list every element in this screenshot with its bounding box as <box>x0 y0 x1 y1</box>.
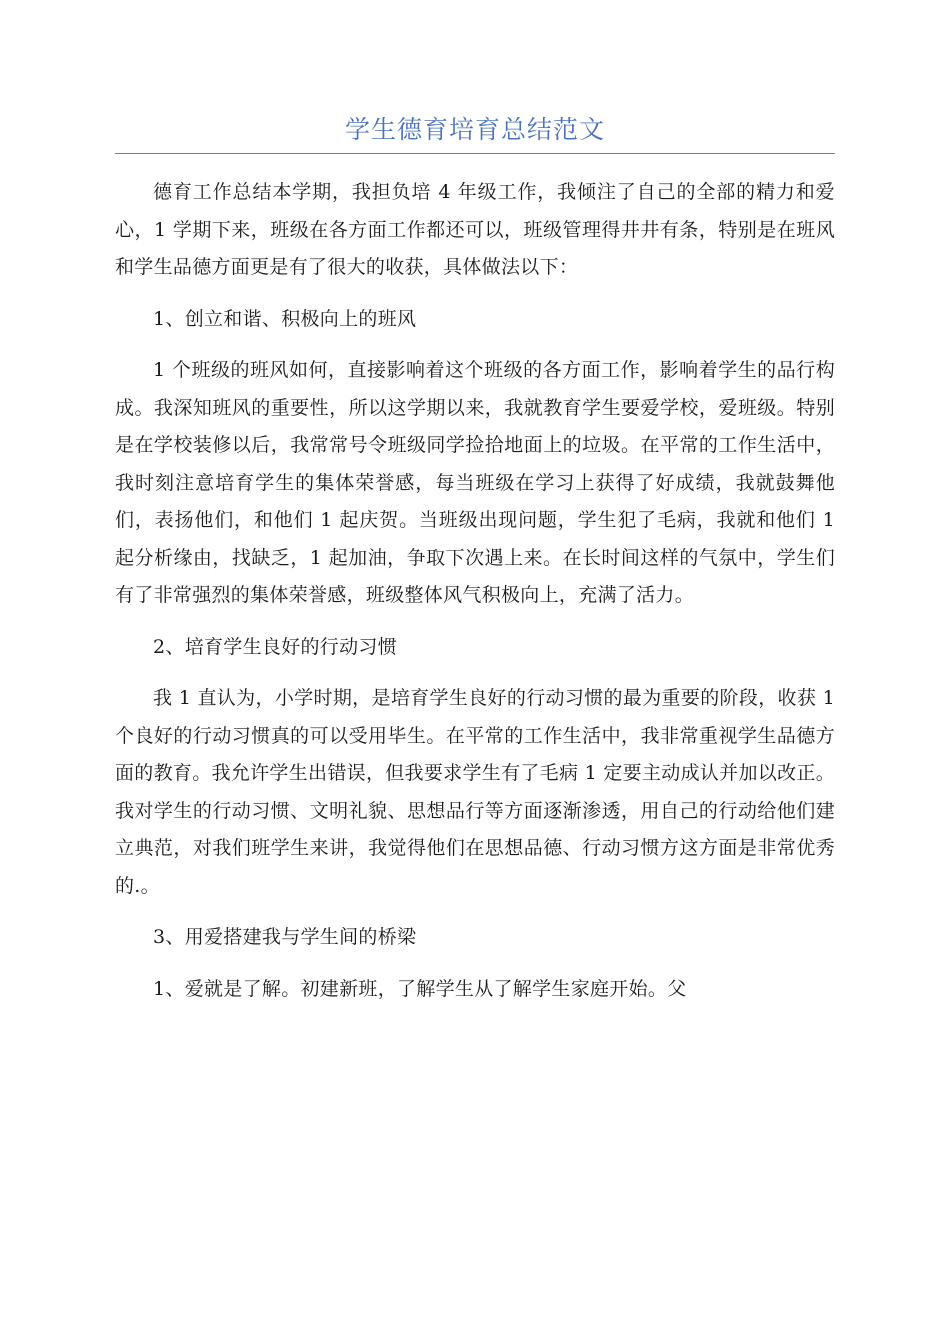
section-heading-2: 2、培育学生良好的行动习惯 <box>153 635 397 658</box>
section-1-paragraph: 1 个班级的班风如何，直接影响着这个班级的各方面工作，影响着学生的品行构成。我深知班风的重要性，所以这学期以来，我就教育学生要爱学校，爱班级。特别是在学校装修以后，我常常号令班级同学捡拾地面上的垃圾。在平常的工作生活中，我时刻注意培育学生的集体荣誉感，每当班级在学习上获得了好成绩，我就鼓舞他们，表扬他们，和他们 1 起庆贺。当班级出现问题，学生犯了毛病，我就和他们 1 起分析缘由，找缺乏，1 起加油，争取下次遇上来。在长时间这样的气氛中，学生们有了非常强烈的集体荣誉感，班级整体风气积极向上，充满了活力。 <box>115 359 835 606</box>
title-underline <box>115 153 835 154</box>
section-3-paragraph: 1、爱就是了解。初建新班，了解学生从了解学生家庭开始。父 <box>153 977 687 1000</box>
intro-paragraph: 德育工作总结本学期，我担负培 4 年级工作，我倾注了自己的全部的精力和爱心，1 学期下来，班级在各方面工作都还可以，班级管理得井井有条，特别是在班风和学生品德方面更是有了很大的收获，具体做法以下： <box>115 181 835 278</box>
section-heading-1: 1、创立和谐、积极向上的班风 <box>153 307 417 330</box>
section-2-paragraph: 我 1 直认为，小学时期，是培育学生良好的行动习惯的最为重要的阶段，收获 1 个良好的行动习惯真的可以受用毕生。在平常的工作生活中，我非常重视学生品德方面的教育。我允许学生出错误，但我要求学生有了毛病 1 定要主动成认并加以改正。我对学生的行动习惯、文明礼貌、思想品行等方面逐渐渗透，用自己的行动给他们建立典范，对我们班学生来讲，我觉得他们在思想品德、行动习惯方这方面是非常优秀的.。 <box>115 687 835 897</box>
section-heading-3: 3、用爱搭建我与学生间的桥梁 <box>153 926 417 948</box>
document-body <box>115 174 835 1022</box>
document-title: 学生德育培育总结范文 <box>344 115 605 144</box>
